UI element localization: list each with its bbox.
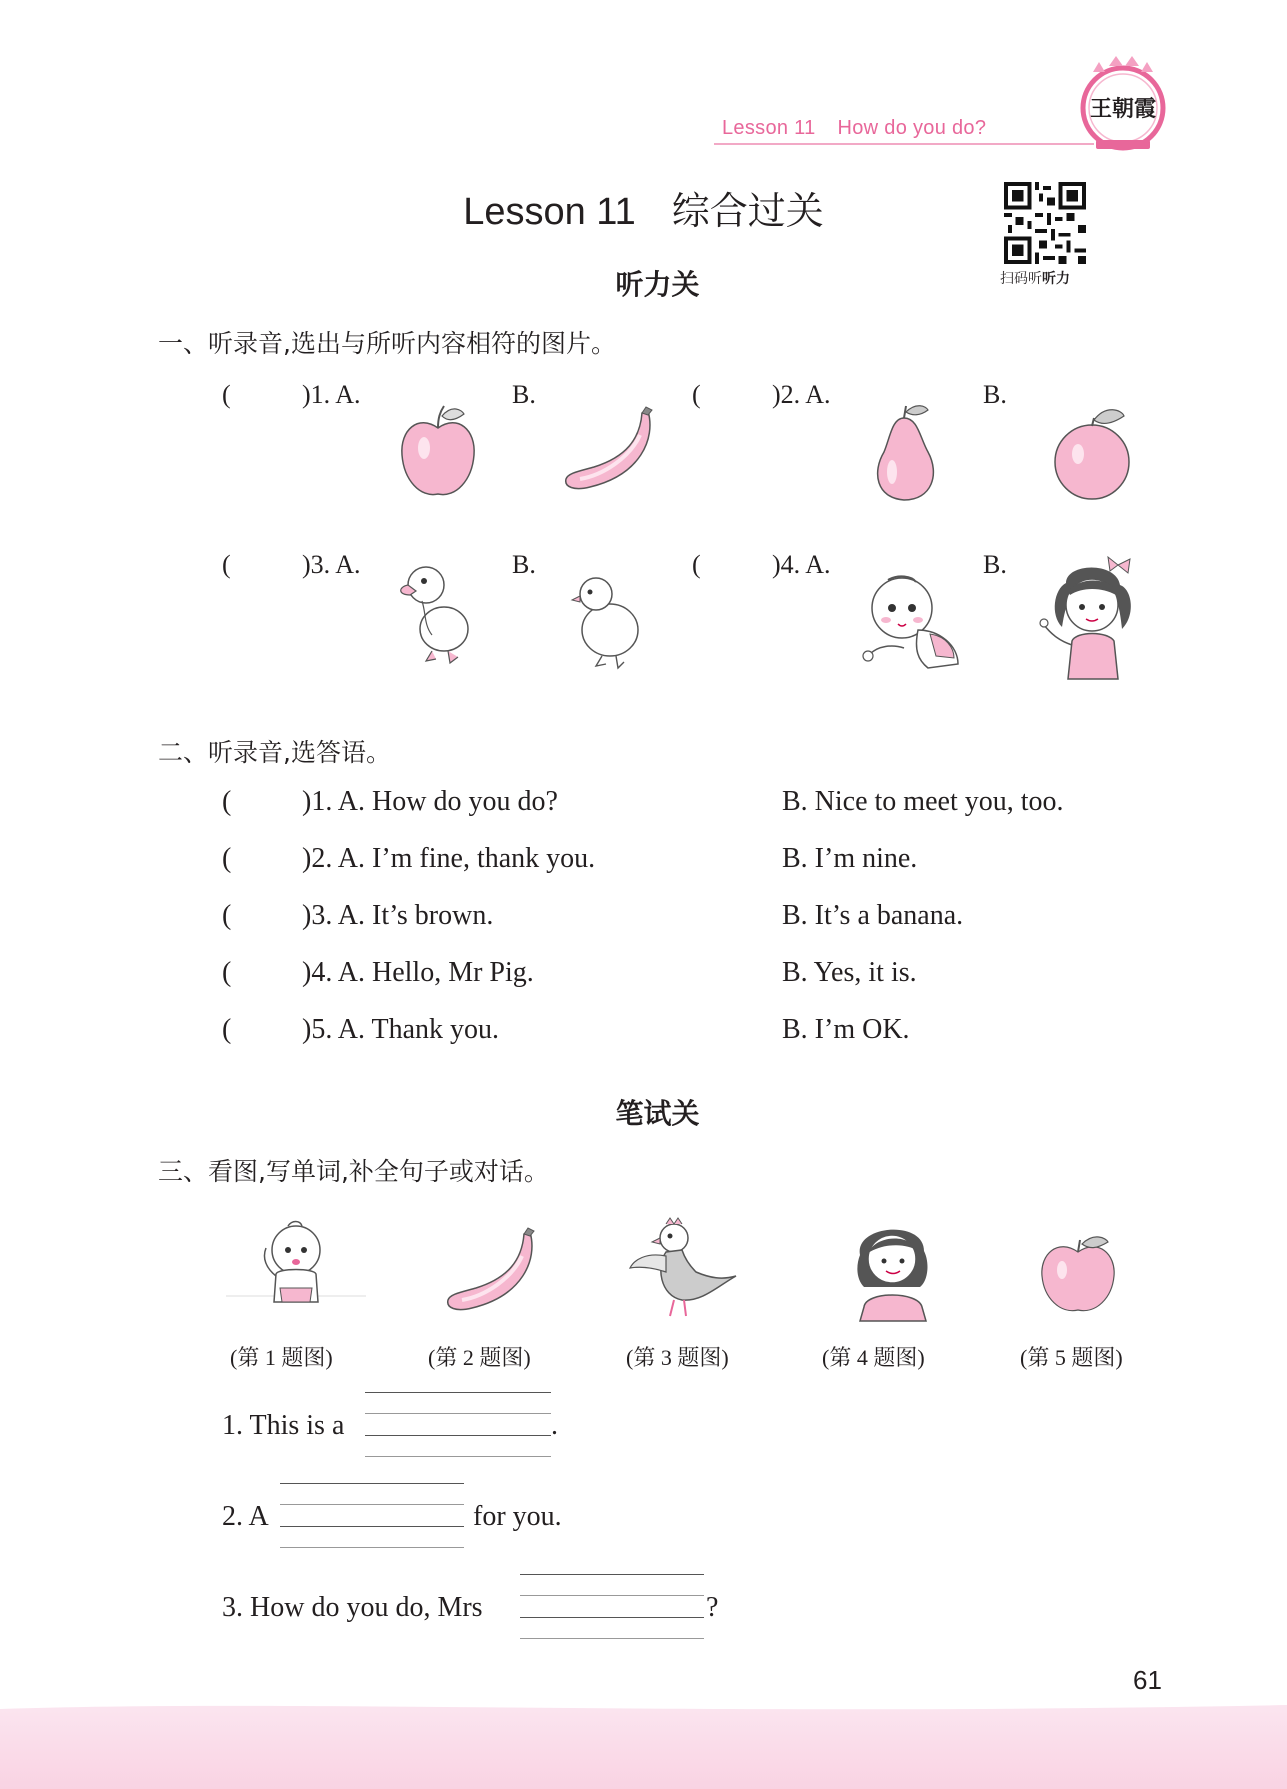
banana-icon[interactable] bbox=[560, 405, 660, 495]
part2-instruction: 二、听录音,选答语。 bbox=[158, 738, 391, 767]
publisher-logo bbox=[1068, 52, 1178, 157]
writing-line bbox=[365, 1392, 551, 1393]
picture-caption: (第 5 题图) bbox=[1020, 1345, 1123, 1370]
writing-line bbox=[280, 1504, 464, 1505]
page-number: 61 bbox=[1133, 1665, 1162, 1695]
answer-paren[interactable]: ( bbox=[222, 1014, 232, 1045]
writing-line bbox=[365, 1413, 551, 1414]
answer-paren[interactable]: ( bbox=[222, 550, 231, 579]
qr-code[interactable] bbox=[1004, 182, 1086, 264]
picture-caption: (第 3 题图) bbox=[626, 1345, 729, 1370]
header-rule bbox=[714, 143, 1094, 145]
writing-line bbox=[520, 1574, 704, 1575]
svg-text:王朝霞: 王朝霞 bbox=[1089, 96, 1157, 122]
item-number: )2. A. bbox=[772, 380, 831, 409]
qr-caption-bold: 听力 bbox=[1042, 271, 1070, 287]
qr-caption-prefix: 扫码听 bbox=[1000, 271, 1042, 287]
footer-band bbox=[0, 1710, 1287, 1789]
item-number: )4. A. bbox=[772, 550, 831, 579]
sentence-start: 1. This is a bbox=[222, 1410, 345, 1441]
answer-blank[interactable] bbox=[365, 1435, 551, 1436]
answer-paren[interactable]: ( bbox=[222, 843, 232, 874]
girl-icon[interactable] bbox=[1036, 555, 1146, 683]
sentence-start: 3. How do you do, Mrs bbox=[222, 1592, 483, 1623]
option-b-label: B. bbox=[983, 550, 1007, 579]
option-b-text: B. I’m nine. bbox=[782, 843, 918, 874]
answer-paren[interactable]: ( bbox=[222, 786, 232, 817]
picture-caption: (第 1 题图) bbox=[230, 1345, 333, 1370]
option-b-text: B. Yes, it is. bbox=[782, 957, 917, 988]
answer-paren[interactable]: ( bbox=[692, 380, 701, 409]
apple-icon[interactable] bbox=[398, 400, 478, 502]
writing-line bbox=[280, 1483, 464, 1484]
header-subtitle: How do you do? bbox=[837, 117, 987, 139]
orange-icon[interactable] bbox=[1050, 404, 1134, 502]
duck-icon[interactable] bbox=[396, 555, 476, 667]
title-lesson: Lesson 11 bbox=[463, 191, 636, 233]
chick-icon[interactable] bbox=[566, 570, 646, 670]
part3-instruction: 三、看图,写单词,补全句子或对话。 bbox=[158, 1157, 549, 1186]
answer-paren[interactable]: ( bbox=[222, 900, 232, 931]
answer-blank[interactable] bbox=[520, 1617, 704, 1618]
writing-line bbox=[280, 1547, 464, 1548]
option-b-text: B. It’s a banana. bbox=[782, 900, 964, 931]
apple-icon bbox=[1036, 1230, 1120, 1316]
answer-paren[interactable]: ( bbox=[692, 550, 701, 579]
bird-icon bbox=[626, 1216, 744, 1324]
option-a-text: )2. A. I’m fine, thank you. bbox=[302, 843, 596, 874]
sentence-end: . bbox=[551, 1410, 558, 1441]
woman-icon bbox=[844, 1215, 940, 1323]
answer-blank[interactable] bbox=[280, 1526, 464, 1527]
option-b-label: B. bbox=[512, 550, 536, 579]
writing-heading: 笔试关 bbox=[615, 1097, 700, 1130]
writing-line bbox=[520, 1595, 704, 1596]
sentence-start: 2. A bbox=[222, 1501, 269, 1532]
picture-caption: (第 2 题图) bbox=[428, 1345, 531, 1370]
option-b-text: B. I’m OK. bbox=[782, 1014, 910, 1045]
baby-icon bbox=[226, 1218, 366, 1318]
writing-line bbox=[520, 1638, 704, 1639]
page-title bbox=[0, 180, 1287, 235]
item-number: )3. A. bbox=[302, 550, 361, 579]
sentence-end: for you. bbox=[473, 1501, 562, 1532]
option-b-text: B. Nice to meet you, too. bbox=[782, 786, 1064, 817]
sentence-end: ? bbox=[706, 1592, 719, 1623]
running-header bbox=[722, 117, 1008, 140]
option-a-text: )1. A. How do you do? bbox=[302, 786, 558, 817]
part1-instruction: 一、听录音,选出与所听内容相符的图片。 bbox=[158, 329, 616, 358]
listening-heading: 听力关 bbox=[615, 268, 700, 301]
option-a-text: )3. A. It’s brown. bbox=[302, 900, 494, 931]
option-a-text: )5. A. Thank you. bbox=[302, 1014, 500, 1045]
answer-paren[interactable]: ( bbox=[222, 380, 231, 409]
baby-icon[interactable] bbox=[858, 570, 970, 680]
option-a-text: )4. A. Hello, Mr Pig. bbox=[302, 957, 534, 988]
pear-icon[interactable] bbox=[866, 402, 946, 504]
option-b-label: B. bbox=[983, 380, 1007, 409]
item-number: )1. A. bbox=[302, 380, 361, 409]
option-b-label: B. bbox=[512, 380, 536, 409]
picture-caption: (第 4 题图) bbox=[822, 1345, 925, 1370]
header-lesson: Lesson 11 bbox=[722, 117, 816, 139]
answer-paren[interactable]: ( bbox=[222, 957, 232, 988]
title-text: 综合过关 bbox=[671, 189, 824, 233]
banana-icon bbox=[442, 1226, 542, 1316]
writing-line bbox=[365, 1456, 551, 1457]
